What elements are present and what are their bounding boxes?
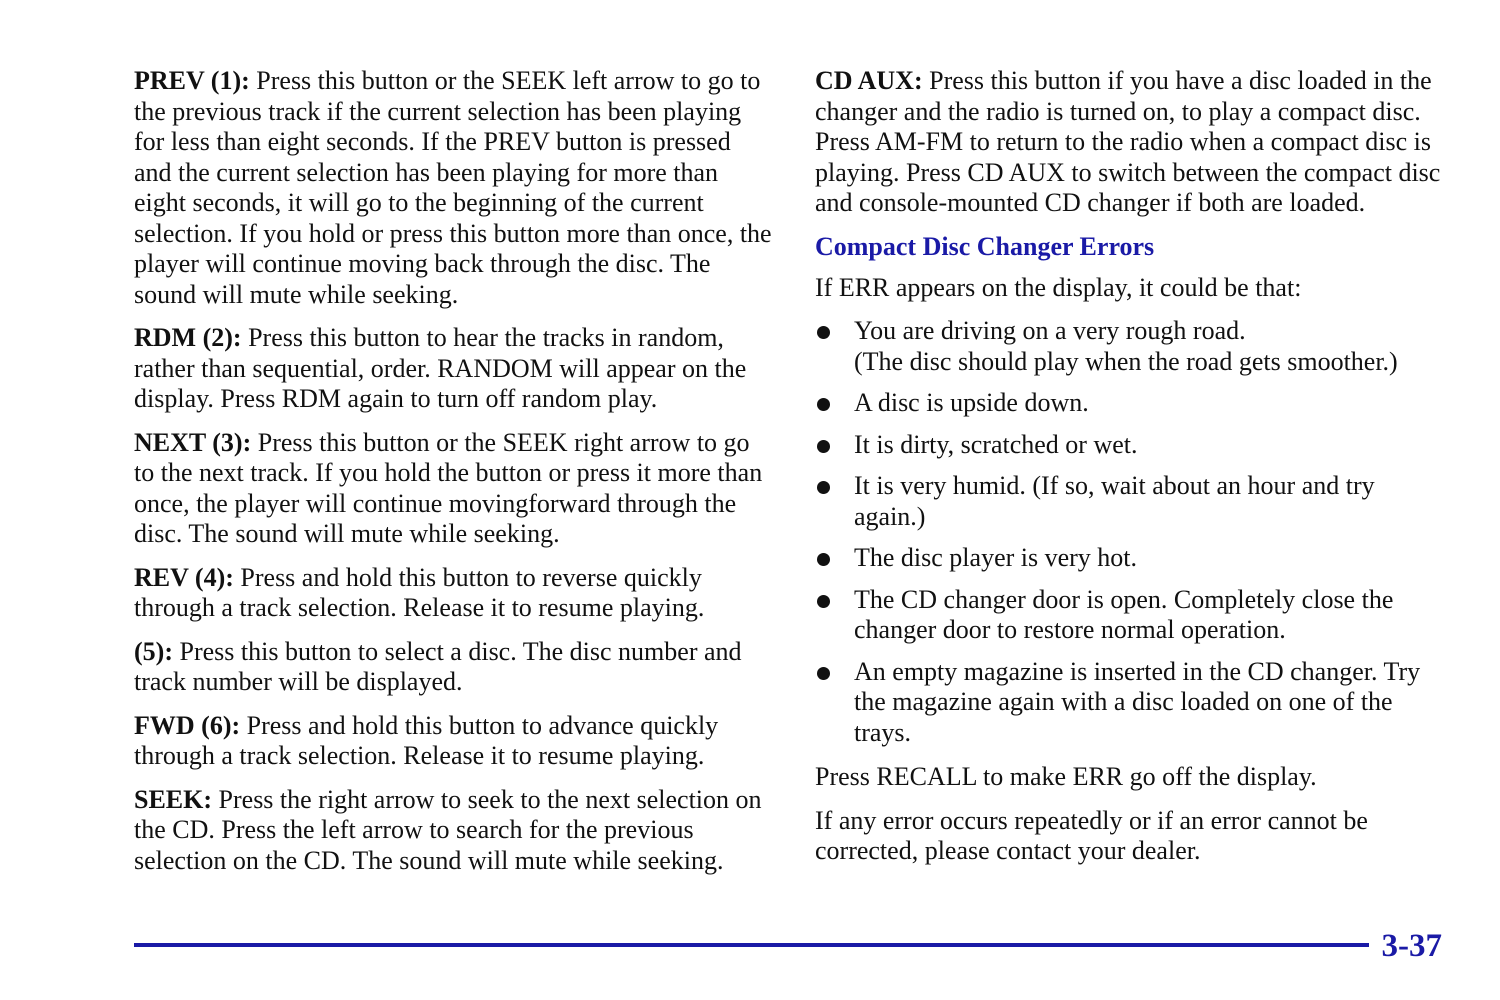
page-number: 3-37 <box>1381 928 1442 964</box>
list-item-text: A disc is upside down. <box>854 388 1089 417</box>
rev-text: Press and hold this button to reverse quickly through a track selection. Release it to resume playing. <box>134 562 705 622</box>
rev-term: REV (4): <box>134 562 234 592</box>
fwd-description <box>134 711 774 772</box>
rev-description <box>134 563 774 624</box>
list-item-note: (The disc should play when the road gets smoother.) <box>854 346 1398 376</box>
list-item <box>815 430 1455 461</box>
list-item-text: The disc player is very hot. <box>854 543 1138 572</box>
bullet-icon <box>817 553 830 566</box>
list-item <box>815 471 1455 532</box>
seek-text: Press the right arrow to seek to the next selection on the CD. Press the left arrow to search for the previous selection on the CD. The sound will mute while seeking. <box>134 784 762 875</box>
list-item <box>815 388 1455 419</box>
rdm-text: Press this button to hear the tracks in random, rather than sequential, order. RANDOM will appear on the display. Press RDM again to turn off random play. <box>134 323 747 413</box>
list-item <box>815 543 1455 574</box>
list-item <box>815 316 1455 377</box>
prev-text: Press this button or the SEEK left arrow to go to the previous track if the current selection has been playing for less than eight seconds. If the PREV button is pressed and the current selection has been playing for more than eight seconds, it will go to the beginning of the current selection. If you hold or press this button more than once, the player will continue moving back through the disc. The sound will mute while seeking. <box>134 66 772 309</box>
prev-description <box>134 66 774 310</box>
disc-select-description <box>134 637 774 698</box>
next-description <box>134 428 774 550</box>
section-heading: Compact Disc Changer Errors <box>815 231 1155 261</box>
error-list <box>815 316 1455 748</box>
list-item-text: An empty magazine is inserted in the CD changer. Try the magazine again with a disc loaded on one of the trays. <box>854 656 1421 747</box>
left-column <box>134 66 774 889</box>
errors-intro: If ERR appears on the display, it could be that: <box>815 272 1302 302</box>
recall-note: Press RECALL to make ERR go off the display. <box>815 762 1317 791</box>
bullet-icon <box>817 481 830 494</box>
list-item <box>815 585 1455 646</box>
bullet-icon <box>817 667 830 680</box>
list-item <box>815 657 1455 749</box>
list-item-text: The CD changer door is open. Completely close the changer door to restore normal operation. <box>854 584 1394 644</box>
cd-aux-text: Press this button if you have a disc loaded in the changer and the radio is turned on, to play a compact disc. Press AM-FM to return to the radio when a compact disc is playing. Press CD AUX to switch between the compact disc and console-mounted CD changer if both are loaded. <box>815 66 1441 217</box>
seek-term: SEEK: <box>134 784 213 814</box>
disc-select-term: (5): <box>134 636 173 666</box>
cd-aux-term: CD AUX: <box>815 66 923 95</box>
cd-aux-description <box>815 66 1455 219</box>
right-column <box>815 66 1455 880</box>
rdm-description <box>134 323 774 415</box>
list-item-text: You are driving on a very rough road. <box>854 316 1246 345</box>
list-item-text: It is very humid. (If so, wait about an hour and try again.) <box>854 471 1375 531</box>
disc-select-text: Press this button to select a disc. The disc number and track number will be displayed. <box>134 636 742 696</box>
dealer-note: If any error occurs repeatedly or if an error cannot be corrected, please contact your dealer. <box>815 805 1368 865</box>
bullet-icon <box>817 326 830 339</box>
bullet-icon <box>817 398 830 411</box>
fwd-text: Press and hold this button to advance quickly through a track selection. Release it to resume playing. <box>134 710 719 770</box>
prev-term: PREV (1): <box>134 66 250 95</box>
seek-description <box>134 785 774 877</box>
bullet-icon <box>817 595 830 608</box>
list-item-text: It is dirty, scratched or wet. <box>854 429 1138 459</box>
fwd-term: FWD (6): <box>134 710 241 740</box>
footer-rule <box>134 943 1369 947</box>
rdm-term: RDM (2): <box>134 323 242 352</box>
next-term: NEXT (3): <box>134 427 252 457</box>
bullet-icon <box>817 440 830 453</box>
next-text: Press this button or the SEEK right arrow to go to the next track. If you hold the button or press it more than once, the player will continue movingforward through the disc. The sound will mute while seeking. <box>134 427 763 548</box>
